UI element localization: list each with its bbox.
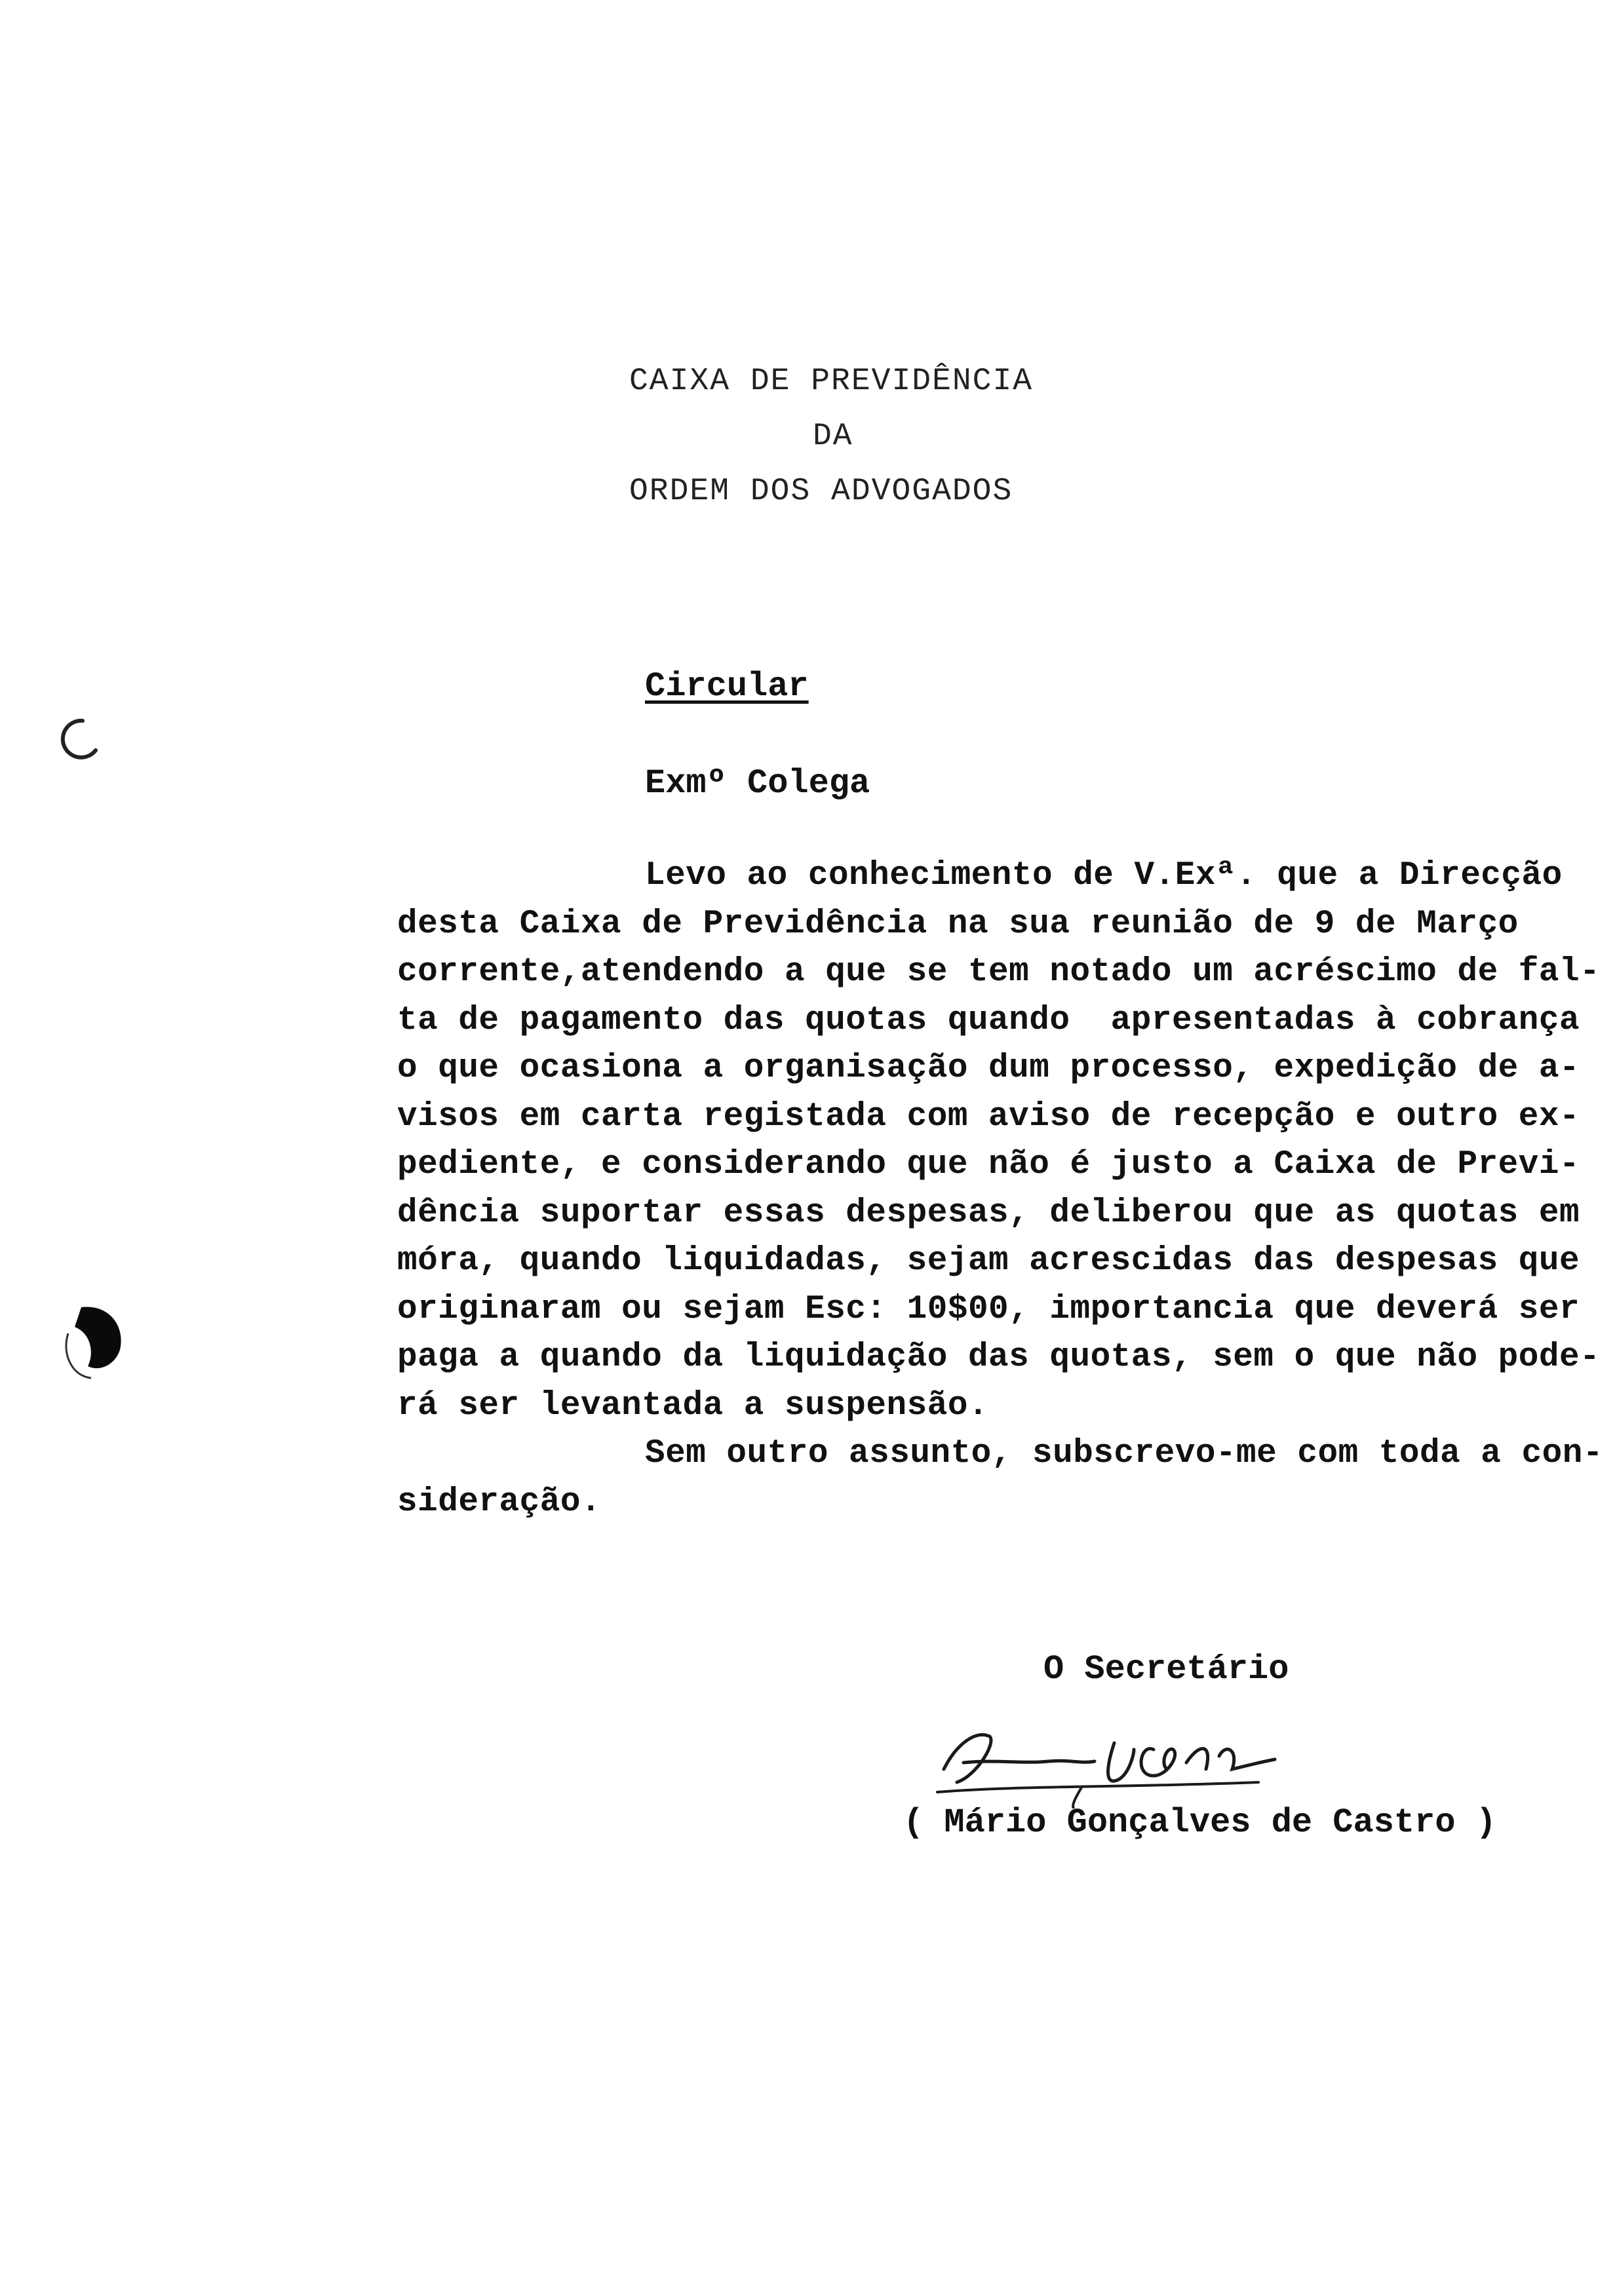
body-line: ta de pagamento das quotas quando apresentadas à cobrança bbox=[397, 1001, 1580, 1039]
letterhead-line-1: CAIXA DE PREVIDÊNCIA bbox=[629, 364, 1034, 399]
document-type-heading: Circular bbox=[645, 667, 809, 706]
body-line: visos em carta registada com aviso de recepção e outro ex- bbox=[397, 1098, 1580, 1136]
body-line: desta Caixa de Previdência na sua reunião de 9 de Março bbox=[397, 905, 1519, 943]
handwritten-signature bbox=[918, 1704, 1311, 1808]
body-line: Levo ao conhecimento de V.Exª. que a Direcção bbox=[645, 857, 1563, 894]
body-line: pediente, e considerando que não é justo a Caixa de Previ- bbox=[397, 1146, 1580, 1183]
body-line: corrente,atendendo a que se tem notado um acréscimo de fal- bbox=[397, 953, 1601, 991]
signee-name: ( Mário Gonçalves de Castro ) bbox=[903, 1803, 1496, 1842]
letterhead-line-3: ORDEM DOS ADVOGADOS bbox=[629, 474, 1013, 509]
letter-body bbox=[397, 852, 1603, 1526]
signoff-title: O Secretário bbox=[1043, 1650, 1289, 1689]
body-line: móra, quando liquidadas, sejam acrescidas das despesas que bbox=[397, 1242, 1580, 1280]
body-line: originaram ou sejam Esc: 10$00, importancia que deverá ser bbox=[397, 1290, 1580, 1328]
body-line: sideração. bbox=[397, 1483, 602, 1521]
body-line: o que ocasiona a organisação dum processo, expedição de a- bbox=[397, 1050, 1580, 1087]
body-line: paga a quando da liquidação das quotas, sem o que não pode- bbox=[397, 1339, 1601, 1376]
body-line: dência suportar essas despesas, deliberou que as quotas em bbox=[397, 1194, 1580, 1232]
letterhead bbox=[629, 354, 1088, 519]
body-line: rá ser levantada a suspensão. bbox=[397, 1387, 989, 1425]
salutation: Exmº Colega bbox=[645, 764, 870, 803]
punch-hole-mark-top bbox=[50, 714, 102, 767]
punch-hole-mark-bottom bbox=[55, 1301, 127, 1386]
body-line: Sem outro assunto, subscrevo-me com toda a con- bbox=[645, 1435, 1603, 1472]
letterhead-line-2: DA bbox=[813, 419, 853, 454]
